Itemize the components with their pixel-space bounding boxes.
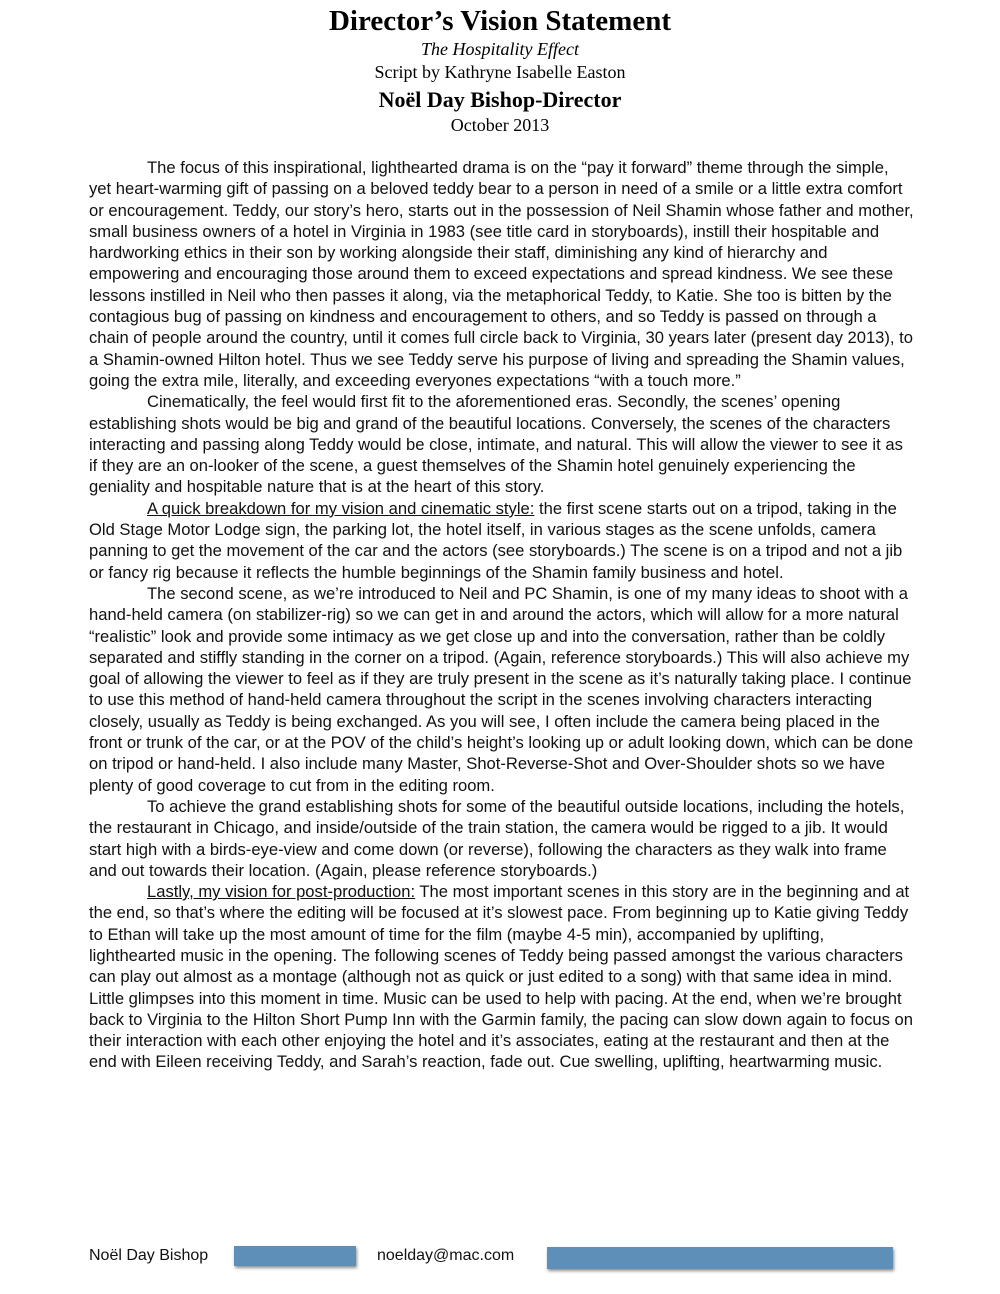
director-credit: Noël Day Bishop-Director	[378, 87, 622, 112]
redaction-bar	[547, 1247, 893, 1269]
paragraph-text: The most important scenes in this story are in the beginning and at the end, so that’s where the editing will be focused at it’s slowest pace. From beginning up to Katie giving Teddy to Ethan will take up the most amount of time for the film (maybe 4-5 min), accompanied by uplifting, lighthearted music in the opening. The following scenes of Teddy being passed amongst the various characters can play out almost as a montage (although not as quick or just edited to a song) with that same idea in mind. Little glimpses into this moment in time. Music can be used to help with pacing. At the end, when we’re brought back to Virginia to the Hilton Short Pump Inn with the Garmin family, the pacing can slow down again to focus on their interaction with each other enjoying the hotel and it’s associates, eating at the restaurant and then at the end with Eileen receiving Teddy, and Sarah’s reaction, fade out. Cue swelling, uplifting, heartwarming music.	[89, 882, 913, 1072]
underlined-lead: A quick breakdown for my vision and cinematic style:	[147, 498, 535, 518]
document-date: October 2013	[450, 115, 550, 135]
document-footer	[0, 1245, 1000, 1275]
film-title: The Hospitality Effect	[421, 39, 579, 59]
script-credit: Script by Kathryne Isabelle Easton	[374, 62, 626, 82]
paragraph-text: The focus of this inspirational, lighthearted drama is on the “pay it forward” theme through the simple, yet heart-warming gift of passing on a beloved teddy bear to a person in need of a smile or a little extra comfort or encouragement. Teddy, our story’s hero, starts out in the possession of Neil Shamin whose father and mother, small business owners of a hotel in Virginia in 1983 (see title card in storyboards), instill their hospitable and hardworking ethics in their son by working alongside their staff, diminishing any kind of hierarchy and empowering and encouraging those around them to exceed expectations and spread kindness. We see these lessons instilled in Neil who then passes it along, via the metaphorical Teddy, to Katie. She too is bitten by the contagious bug of passing on kindness and encouragement to others, and so Teddy is passed on through a chain of people around the country, until it comes full circle back to Virginia, 30 years later (present day 2013), to a Shamin-owned Hilton hotel. Thus we see Teddy serve his purpose of living and spreading the Shamin values, going the extra mile, literally, and exceeding everyones expectations “with a touch more.”	[89, 158, 914, 390]
footer-name: Noël Day Bishop	[89, 1247, 209, 1264]
paragraph-breakdown	[89, 498, 915, 583]
paragraph-text: To achieve the grand establishing shots for some of the beautiful outside locations, including the hotels, the restaurant in Chicago, and inside/outside of the train station, the camera would be rigged to a jib. It would start high with a birds-eye-view and come down (or reverse), following the characters as they walk into frame and out towards their location. (Again, please reference storyboards.)	[89, 796, 905, 880]
redaction-bar	[234, 1246, 356, 1266]
paragraph-second-scene	[89, 583, 915, 796]
paragraph-intro	[89, 157, 915, 391]
paragraph-text: the first scene starts out on a tripod, taking in the Old Stage Motor Lodge sign, the parking lot, the hotel itself, in various stages as the scene unfolds, camera panning to get the movement of the car and the actors (see storyboards.) The scene is on a tripod and not a jib or fancy rig because it reflects the humble beginnings of the Shamin family business and hotel.	[89, 498, 903, 582]
statement-body	[89, 157, 915, 1073]
paragraph-establishing-shots	[89, 796, 915, 881]
underlined-lead: Lastly, my vision for post-production:	[147, 882, 416, 902]
footer-email: noelday@mac.com	[377, 1247, 515, 1264]
paragraph-cinematic	[89, 391, 915, 497]
paragraph-text: Cinematically, the feel would first fit to the aforementioned eras. Secondly, the scenes’ opening establishing shots would be big and grand of the beautiful locations. Conversely, the scenes of the characters interacting and passing along Teddy would be close, intimate, and natural. This will allow the viewer to see it as if they are an on-looker of the scene, a guest themselves of the Shamin hotel genuinely experiencing the geniality and hospitable nature that is at the heart of this story.	[89, 392, 903, 497]
document-title: Director’s Vision Statement	[328, 5, 671, 37]
paragraph-post-production	[89, 881, 915, 1073]
paragraph-text: The second scene, as we’re introduced to Neil and PC Shamin, is one of my many ideas to shoot with a hand-held camera (on stabilizer-rig) so we can get in and around the actors, which will allow for a more natural “realistic” look and provide some intimacy as we get close up and into the conversation, rather than be coldly separated and stiffly standing in the corner on a tripod. (Again, reference storyboards.) This will also achieve my goal of allowing the viewer to feel as if they are truly present in the scene as it’s naturally taking place. I continue to use this method of hand-held camera throughout the script in the scenes involving characters interacting closely, usually as Teddy is being exchanged. As you will see, I often include the camera being placed in the front or trunk of the car, or at the POV of the child’s height’s looking up or adult looking down, which can be done on tripod or hand-held. I also include many Master, Shot-Reverse-Shot and Over-Shoulder shots so we have plenty of good coverage to cut from in the editing room.	[89, 583, 914, 795]
